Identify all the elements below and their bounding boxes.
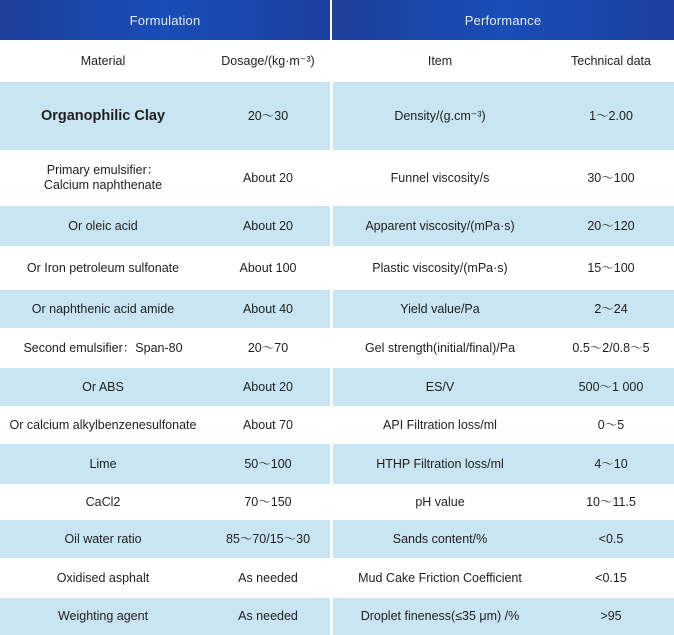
material-cell: CaCl2 <box>85 494 121 509</box>
item-cell: Droplet fineness(≤35 μm) /% <box>360 609 520 623</box>
material-cell: Oxidised asphalt <box>56 570 150 585</box>
material-cell: Weighting agent <box>57 609 149 623</box>
item-cell: Sands content/% <box>392 531 488 546</box>
item-cell: Density/(g.cm⁻³) <box>394 108 486 123</box>
dosage-cell: 20～30 <box>206 82 332 150</box>
column-divider <box>331 40 333 635</box>
table-row <box>0 150 674 206</box>
material-cell: Oil water ratio <box>64 531 142 546</box>
item-cell: ES/V <box>425 379 455 394</box>
dosage-cell: As needed <box>206 598 332 635</box>
technical-data-cell: 10～11.5 <box>586 494 636 509</box>
dosage-cell: 50～100 <box>206 444 332 484</box>
material-cell: Or calcium alkylbenzenesulfonate <box>9 417 197 432</box>
item-cell: Gel strength(initial/final)/Pa <box>364 340 516 355</box>
technical-data-cell: 0～5 <box>597 417 625 432</box>
item-cell: API Filtration loss/ml <box>383 417 497 432</box>
technical-data-cell: 2～24 <box>594 301 628 316</box>
dosage-cell: About 20 <box>206 368 332 406</box>
material-cell: Primary emulsifier： Calcium naphthenate <box>43 163 163 192</box>
table-row <box>0 368 674 406</box>
technical-data-cell: <0.5 <box>598 531 624 546</box>
technical-data-cell: 20～120 <box>587 218 635 233</box>
material-cell: Or Iron petroleum sulfonate <box>26 260 180 275</box>
dosage-cell: 20～70 <box>206 328 332 368</box>
dosage-cell: About 40 <box>206 290 332 328</box>
dosage-cell: About 70 <box>206 406 332 444</box>
column-header-row <box>0 40 674 82</box>
technical-data-cell: 0.5～2/0.8～5 <box>572 340 650 355</box>
table-row <box>0 598 674 635</box>
dosage-column-header: Dosage/(kg·m⁻³) <box>206 40 332 82</box>
dosage-cell: About 20 <box>206 150 332 206</box>
item-cell: HTHP Filtration loss/ml <box>376 456 504 471</box>
technical-data-column-header: Technical data <box>571 53 651 68</box>
table-row <box>0 520 674 558</box>
table-row <box>0 406 674 444</box>
table-row <box>0 328 674 368</box>
technical-data-cell: 30～100 <box>587 170 635 185</box>
material-cell: Or naphthenic acid amide <box>31 301 175 316</box>
material-cell: Or ABS <box>82 379 124 394</box>
item-cell: Plastic viscosity/(mPa·s) <box>372 260 508 275</box>
formulation-group-header: Formulation <box>0 0 332 40</box>
table-row <box>0 558 674 598</box>
material-cell: Lime <box>89 456 117 471</box>
material-cell: Second emulsifier：Span-80 <box>23 340 183 355</box>
item-cell: Yield value/Pa <box>400 301 480 316</box>
material-column-header: Material <box>80 53 126 68</box>
table-row <box>0 82 674 150</box>
dosage-cell: 85～70/15～30 <box>206 520 332 558</box>
technical-data-cell: 15～100 <box>587 260 635 275</box>
dosage-cell: About 100 <box>206 246 332 290</box>
technical-data-cell: 1～2.00 <box>589 108 633 123</box>
technical-data-cell: <0.15 <box>595 570 627 585</box>
technical-data-cell: 4～10 <box>594 456 628 471</box>
performance-group-header: Performance <box>332 0 674 40</box>
table-row <box>0 290 674 328</box>
dosage-cell: About 20 <box>206 206 332 246</box>
technical-data-cell: 500～1 000 <box>578 379 644 394</box>
technical-data-cell: >95 <box>600 609 622 623</box>
material-cell: Organophilic Clay <box>40 107 166 124</box>
table-row <box>0 206 674 246</box>
dosage-cell: As needed <box>206 558 332 598</box>
item-cell: Funnel viscosity/s <box>390 170 490 185</box>
item-cell: Mud Cake Friction Coefficient <box>358 570 522 585</box>
item-column-header: Item <box>427 53 453 68</box>
item-cell: Apparent viscosity/(mPa·s) <box>365 218 515 233</box>
table-row <box>0 484 674 520</box>
dosage-cell: 70～150 <box>206 484 332 520</box>
table-row <box>0 444 674 484</box>
material-cell: Or oleic acid <box>68 218 138 233</box>
table-row <box>0 246 674 290</box>
group-header-band <box>0 0 674 40</box>
item-cell: pH value <box>415 494 465 509</box>
